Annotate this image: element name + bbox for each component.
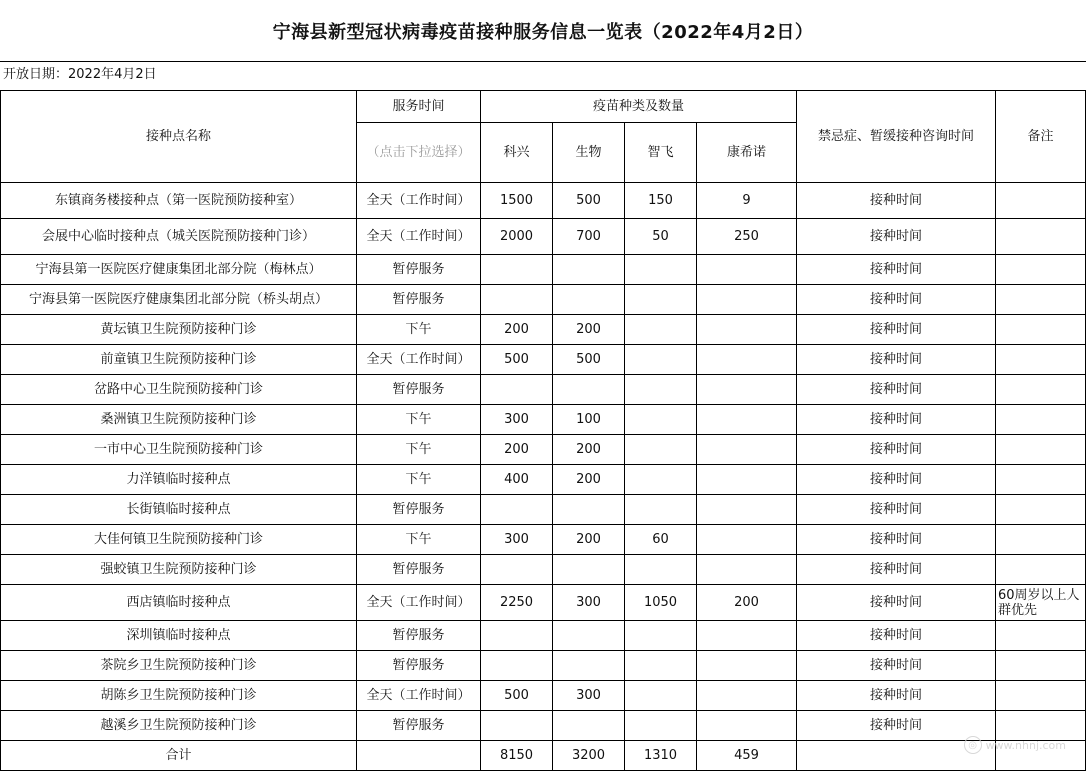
kangxinuo-cell xyxy=(697,405,797,435)
site-name-cell: 力洋镇临时接种点 xyxy=(1,465,357,495)
service-time-cell[interactable]: 暂停服务 xyxy=(357,285,481,315)
table-row xyxy=(1,465,1086,495)
service-time-dropdown-hint[interactable]: （点击下拉选择） xyxy=(357,123,481,183)
consult-time-cell: 接种时间 xyxy=(797,711,996,741)
shengwu-cell: 200 xyxy=(553,525,625,555)
shengwu-cell: 200 xyxy=(553,465,625,495)
service-time-cell[interactable]: 下午 xyxy=(357,525,481,555)
kexing-cell: 300 xyxy=(481,405,553,435)
header-kexing: 科兴 xyxy=(481,123,553,183)
note-cell xyxy=(996,345,1086,375)
table-row xyxy=(1,525,1086,555)
kangxinuo-cell: 9 xyxy=(697,183,797,219)
shengwu-cell: 300 xyxy=(553,585,625,621)
site-name-cell: 茶院乡卫生院预防接种门诊 xyxy=(1,651,357,681)
note-cell xyxy=(996,435,1086,465)
consult-time-cell: 接种时间 xyxy=(797,285,996,315)
kexing-cell: 2250 xyxy=(481,585,553,621)
kangxinuo-cell xyxy=(697,555,797,585)
site-name-cell: 宁海县第一医院医疗健康集团北部分院（桥头胡点） xyxy=(1,285,357,315)
total-zhifei-cell: 1310 xyxy=(625,741,697,771)
consult-time-cell: 接种时间 xyxy=(797,465,996,495)
service-time-cell[interactable]: 下午 xyxy=(357,405,481,435)
kexing-cell: 2000 xyxy=(481,219,553,255)
service-time-cell[interactable]: 全天（工作时间） xyxy=(357,681,481,711)
zhifei-cell xyxy=(625,681,697,711)
table-row xyxy=(1,405,1086,435)
consult-time-cell: 接种时间 xyxy=(797,315,996,345)
zhifei-cell xyxy=(625,255,697,285)
zhifei-cell xyxy=(625,405,697,435)
shengwu-cell xyxy=(553,255,625,285)
zhifei-cell xyxy=(625,651,697,681)
zhifei-cell xyxy=(625,315,697,345)
table-row xyxy=(1,285,1086,315)
site-name-cell: 东镇商务楼接种点（第一医院预防接种室） xyxy=(1,183,357,219)
kangxinuo-cell xyxy=(697,495,797,525)
table-row xyxy=(1,555,1086,585)
table-row xyxy=(1,585,1086,621)
header-note: 备注 xyxy=(996,91,1086,183)
kangxinuo-cell xyxy=(697,711,797,741)
shengwu-cell: 300 xyxy=(553,681,625,711)
site-name-cell: 胡陈乡卫生院预防接种门诊 xyxy=(1,681,357,711)
site-name-cell: 深圳镇临时接种点 xyxy=(1,621,357,651)
consult-time-cell: 接种时间 xyxy=(797,651,996,681)
service-time-cell[interactable]: 下午 xyxy=(357,465,481,495)
header-site-name: 接种点名称 xyxy=(1,91,357,183)
shengwu-cell xyxy=(553,621,625,651)
consult-time-cell: 接种时间 xyxy=(797,405,996,435)
site-name-cell: 长街镇临时接种点 xyxy=(1,495,357,525)
consult-time-cell: 接种时间 xyxy=(797,495,996,525)
consult-time-cell: 接种时间 xyxy=(797,435,996,465)
service-time-cell[interactable]: 全天（工作时间） xyxy=(357,585,481,621)
note-cell xyxy=(996,555,1086,585)
kexing-cell: 500 xyxy=(481,681,553,711)
table-row xyxy=(1,711,1086,741)
site-name-cell: 岔路中心卫生院预防接种门诊 xyxy=(1,375,357,405)
note-cell xyxy=(996,465,1086,495)
zhifei-cell: 1050 xyxy=(625,585,697,621)
zhifei-cell: 150 xyxy=(625,183,697,219)
shengwu-cell: 500 xyxy=(553,183,625,219)
kexing-cell xyxy=(481,621,553,651)
kexing-cell xyxy=(481,651,553,681)
consult-time-cell: 接种时间 xyxy=(797,375,996,405)
vaccination-table xyxy=(0,90,1086,771)
zhifei-cell xyxy=(625,375,697,405)
zhifei-cell xyxy=(625,555,697,585)
kangxinuo-cell xyxy=(697,375,797,405)
kexing-cell xyxy=(481,375,553,405)
shengwu-cell xyxy=(553,651,625,681)
watermark-text: www.nhnj.com xyxy=(985,738,1066,752)
kexing-cell xyxy=(481,495,553,525)
kexing-cell xyxy=(481,711,553,741)
note-cell xyxy=(996,375,1086,405)
note-cell xyxy=(996,183,1086,219)
kexing-cell xyxy=(481,555,553,585)
note-cell xyxy=(996,681,1086,711)
consult-time-cell: 接种时间 xyxy=(797,219,996,255)
note-cell xyxy=(996,621,1086,651)
shengwu-cell: 200 xyxy=(553,315,625,345)
service-time-cell[interactable]: 全天（工作时间） xyxy=(357,183,481,219)
service-time-cell[interactable]: 全天（工作时间） xyxy=(357,345,481,375)
consult-time-cell: 接种时间 xyxy=(797,525,996,555)
table-row xyxy=(1,495,1086,525)
kexing-cell: 400 xyxy=(481,465,553,495)
service-time-cell[interactable]: 暂停服务 xyxy=(357,255,481,285)
note-cell xyxy=(996,285,1086,315)
kangxinuo-cell xyxy=(697,285,797,315)
globe-icon: ◎ xyxy=(964,736,982,754)
header-service-time: 服务时间 xyxy=(357,91,481,123)
table-row xyxy=(1,255,1086,285)
site-name-cell: 越溪乡卫生院预防接种门诊 xyxy=(1,711,357,741)
kangxinuo-cell xyxy=(697,465,797,495)
consult-time-cell: 接种时间 xyxy=(797,255,996,285)
header-vaccine-group: 疫苗种类及数量 xyxy=(481,91,797,123)
zhifei-cell xyxy=(625,345,697,375)
consult-time-cell: 接种时间 xyxy=(797,681,996,711)
site-name-cell: 大佳何镇卫生院预防接种门诊 xyxy=(1,525,357,555)
kexing-cell xyxy=(481,255,553,285)
consult-time-cell: 接种时间 xyxy=(797,183,996,219)
kangxinuo-cell: 200 xyxy=(697,585,797,621)
kangxinuo-cell xyxy=(697,435,797,465)
site-name-cell: 会展中心临时接种点（城关医院预防接种门诊） xyxy=(1,219,357,255)
site-name-cell: 前童镇卫生院预防接种门诊 xyxy=(1,345,357,375)
watermark xyxy=(964,736,1066,754)
kexing-cell: 1500 xyxy=(481,183,553,219)
note-cell xyxy=(996,315,1086,345)
kexing-cell xyxy=(481,285,553,315)
shengwu-cell xyxy=(553,555,625,585)
shengwu-cell xyxy=(553,711,625,741)
note-cell xyxy=(996,219,1086,255)
table-row xyxy=(1,681,1086,711)
shengwu-cell: 500 xyxy=(553,345,625,375)
site-name-cell: 宁海县第一医院医疗健康集团北部分院（梅林点） xyxy=(1,255,357,285)
zhifei-cell xyxy=(625,621,697,651)
zhifei-cell xyxy=(625,435,697,465)
header-shengwu: 生物 xyxy=(553,123,625,183)
consult-time-cell: 接种时间 xyxy=(797,585,996,621)
total-row xyxy=(1,741,1086,771)
total-kangxinuo-cell: 459 xyxy=(697,741,797,771)
note-cell xyxy=(996,255,1086,285)
kangxinuo-cell xyxy=(697,525,797,555)
consult-time-cell: 接种时间 xyxy=(797,345,996,375)
total-service-time-cell xyxy=(357,741,481,771)
note-cell xyxy=(996,495,1086,525)
table-row xyxy=(1,315,1086,345)
total-site-name-cell: 合计 xyxy=(1,741,357,771)
kexing-cell: 500 xyxy=(481,345,553,375)
service-time-cell[interactable]: 全天（工作时间） xyxy=(357,219,481,255)
table-row xyxy=(1,219,1086,255)
kangxinuo-cell xyxy=(697,315,797,345)
kexing-cell: 200 xyxy=(481,315,553,345)
kexing-cell: 300 xyxy=(481,525,553,555)
open-date: 开放日期：2022年4月2日 xyxy=(3,67,157,82)
kangxinuo-cell xyxy=(697,681,797,711)
header-zhifei: 智飞 xyxy=(625,123,697,183)
shengwu-cell: 100 xyxy=(553,405,625,435)
table-row xyxy=(1,345,1086,375)
kangxinuo-cell xyxy=(697,651,797,681)
shengwu-cell: 200 xyxy=(553,435,625,465)
shengwu-cell: 700 xyxy=(553,219,625,255)
zhifei-cell xyxy=(625,285,697,315)
service-time-cell[interactable]: 暂停服务 xyxy=(357,375,481,405)
kangxinuo-cell: 250 xyxy=(697,219,797,255)
service-time-cell[interactable]: 下午 xyxy=(357,435,481,465)
note-cell xyxy=(996,651,1086,681)
site-name-cell: 一市中心卫生院预防接种门诊 xyxy=(1,435,357,465)
kangxinuo-cell xyxy=(697,621,797,651)
table-row xyxy=(1,621,1086,651)
note-cell xyxy=(996,525,1086,555)
table-row xyxy=(1,435,1086,465)
site-name-cell: 强蛟镇卫生院预防接种门诊 xyxy=(1,555,357,585)
shengwu-cell xyxy=(553,285,625,315)
kexing-cell: 200 xyxy=(481,435,553,465)
header-kangxinuo: 康希诺 xyxy=(697,123,797,183)
zhifei-cell: 60 xyxy=(625,525,697,555)
header-consult-time: 禁忌症、暂缓接种咨询时间 xyxy=(797,91,996,183)
service-time-cell[interactable]: 下午 xyxy=(357,315,481,345)
site-name-cell: 桑洲镇卫生院预防接种门诊 xyxy=(1,405,357,435)
service-time-cell[interactable]: 暂停服务 xyxy=(357,621,481,651)
zhifei-cell xyxy=(625,711,697,741)
service-time-cell[interactable]: 暂停服务 xyxy=(357,555,481,585)
shengwu-cell xyxy=(553,495,625,525)
kangxinuo-cell xyxy=(697,255,797,285)
table-row xyxy=(1,183,1086,219)
note-cell xyxy=(996,405,1086,435)
service-time-cell[interactable]: 暂停服务 xyxy=(357,495,481,525)
total-kexing-cell: 8150 xyxy=(481,741,553,771)
table-row xyxy=(1,651,1086,681)
table-row xyxy=(1,375,1086,405)
zhifei-cell xyxy=(625,495,697,525)
service-time-cell[interactable]: 暂停服务 xyxy=(357,651,481,681)
sheet-title: 宁海县新型冠状病毒疫苗接种服务信息一览表（2022年4月2日） xyxy=(0,0,1086,62)
shengwu-cell xyxy=(553,375,625,405)
consult-time-cell: 接种时间 xyxy=(797,621,996,651)
service-time-cell[interactable]: 暂停服务 xyxy=(357,711,481,741)
consult-time-cell: 接种时间 xyxy=(797,555,996,585)
note-cell: 60周岁以上人群优先 xyxy=(996,585,1086,621)
zhifei-cell xyxy=(625,465,697,495)
site-name-cell: 西店镇临时接种点 xyxy=(1,585,357,621)
zhifei-cell: 50 xyxy=(625,219,697,255)
site-name-cell: 黄坛镇卫生院预防接种门诊 xyxy=(1,315,357,345)
total-shengwu-cell: 3200 xyxy=(553,741,625,771)
kangxinuo-cell xyxy=(697,345,797,375)
